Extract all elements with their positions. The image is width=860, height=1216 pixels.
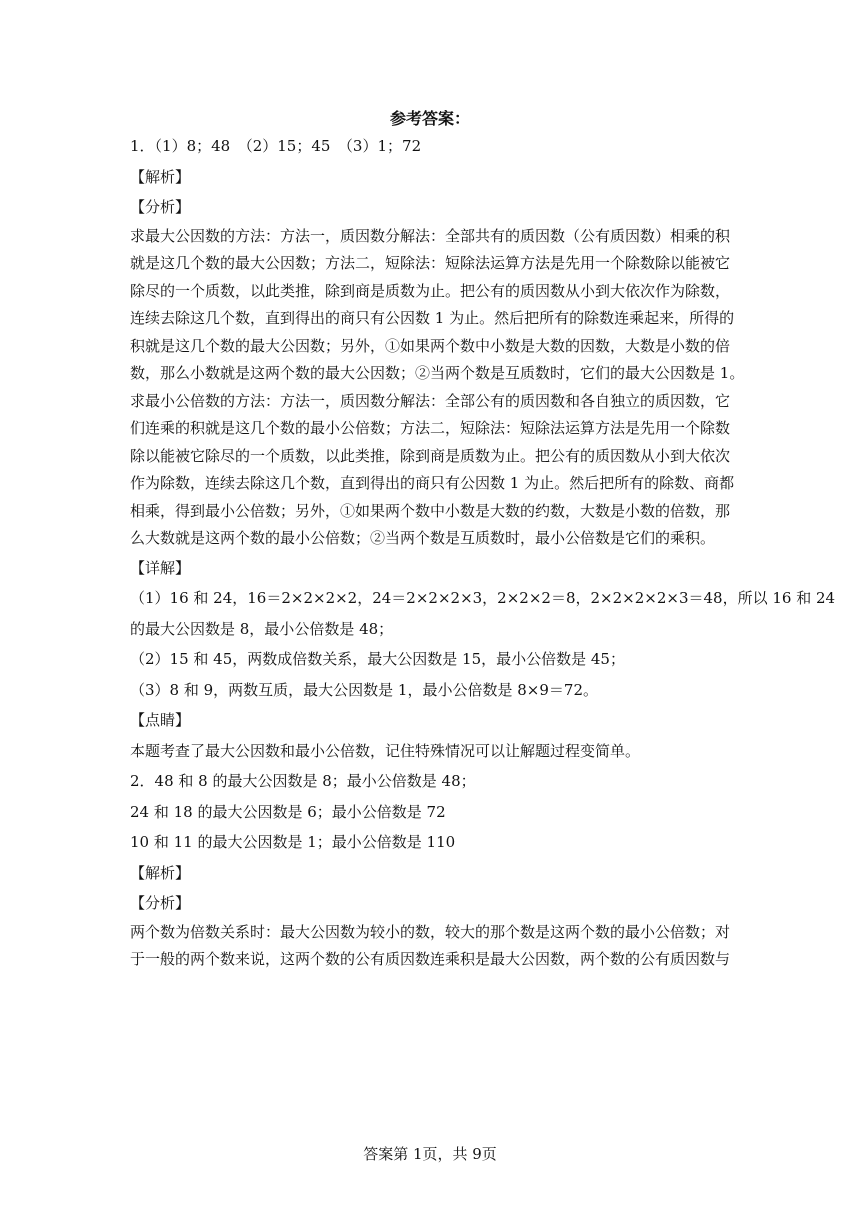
text-line: 就是这几个数的最大公因数；方法二，短除法：短除法运算方法是先用一个除数除以能被它	[130, 254, 731, 272]
text-line: 积就是这几个数的最大公因数；另外，①如果两个数中小数是大数的因数，大数是小数的倍	[130, 336, 731, 355]
section-heading: 【解析】	[130, 167, 191, 186]
text-line: 两个数为倍数关系时：最大公因数为较小的数，较大的那个数是这两个数的最小公倍数；对	[130, 922, 731, 941]
text-line: 求最大公因数的方法：方法一，质因数分解法：全部共有的质因数（公有质因数）相乘的积	[130, 226, 731, 245]
text-line: 连续去除这几个数，直到得出的商只有公因数 1 为止。然后把所有的除数连乘起来，所得的	[130, 309, 735, 327]
page-title: 参考答案：	[389, 109, 470, 128]
text-line: （3）8 和 9，两数互质，最大公因数是 1，最小公倍数是 8×9＝72。	[130, 680, 598, 699]
text-line: 本题考查了最大公因数和最小公倍数，记住特殊情况可以让解题过程变简单。	[130, 741, 641, 760]
text-line: 作为除数，连续去除这几个数，直到得出的商只有公因数 1 为止。然后把所有的除数、商都	[130, 474, 735, 492]
answer-line: 1．（1）8；48 （2）15；45 （3）1；72	[130, 137, 422, 155]
text-line: （2）15 和 45，两数成倍数关系，最大公因数是 15，最小公倍数是 45；	[130, 650, 625, 668]
text-line: 们连乘的积就是这几个数的最小公倍数；方法二，短除法：短除法运算方法是先用一个除数	[130, 419, 731, 437]
text-line: 么大数就是这两个数的最小公倍数；②当两个数是互质数时，最小公倍数是它们的乘积。	[130, 529, 716, 547]
text-line: 相乘，得到最小公倍数；另外，①如果两个数中小数是大数的约数，大数是小数的倍数，那	[130, 501, 731, 520]
text-line: 除以能被它除尽的一个质数，以此类推，除到商是质数为止。把公有的质因数从小到大依次	[130, 446, 731, 465]
section-detail	[130, 553, 836, 919]
answer-line: 2．48 和 8 的最大公因数是 8；最小公倍数是 48；	[130, 772, 476, 790]
section-heading: 【分析】	[130, 198, 191, 216]
text-line: （1）16 和 24，16＝2×2×2×2，24＝2×2×2×3，2×2×2＝8，2×2×2×2×3＝48，所以 16 和 24	[130, 589, 836, 607]
page-footer: 答案第 1页，共 9页	[363, 1145, 497, 1163]
section-1	[130, 131, 742, 223]
text-line: 于一般的两个数来说，这两个数的公有质因数连乘积是最大公因数，两个数的公有质因数与	[130, 950, 731, 968]
text-line: 除尽的一个质数，以此类推，除到商是质数为止。把公有的质因数从小到大依次作为除数，	[130, 281, 731, 300]
section-heading: 【解析】	[130, 863, 191, 882]
text-line: 数，那么小数就是这两个数的最大公因数；②当两个数是互质数时，它们的最大公因数是 1。	[130, 364, 745, 382]
text-line: 24 和 18 的最大公因数是 6；最小公倍数是 72	[130, 802, 446, 821]
section-heading: 【点睛】	[130, 711, 191, 729]
section-heading: 【分析】	[130, 894, 191, 912]
text-line: 10 和 11 的最大公因数是 1；最小公倍数是 110	[130, 833, 456, 851]
text-line: 求最小公倍数的方法：方法一，质因数分解法：全部公有的质因数和各自独立的质因数，它	[130, 391, 731, 410]
section-heading: 【详解】	[130, 558, 191, 577]
text-line: 的最大公因数是 8，最小公倍数是 48；	[130, 619, 394, 638]
answer-content	[130, 131, 836, 974]
